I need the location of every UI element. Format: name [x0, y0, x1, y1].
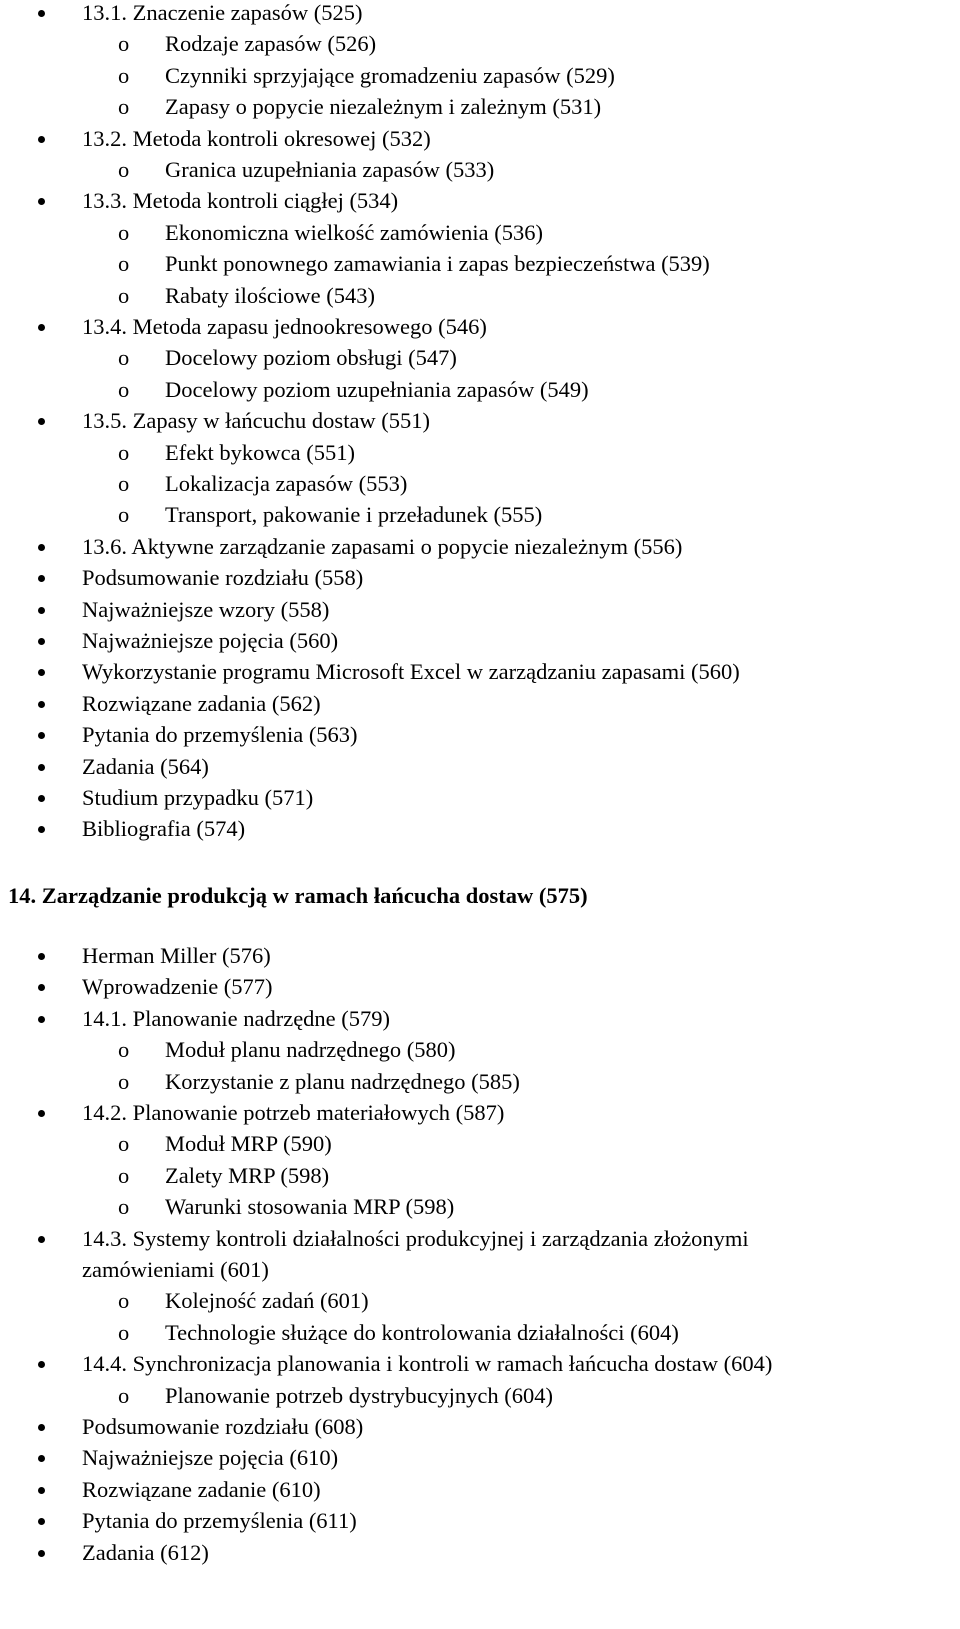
sub-item-label: Warunki stosowania MRP (598) — [165, 1194, 455, 1220]
item-label: 14.2. Planowanie potrzeb materiałowych (587) — [82, 1100, 505, 1125]
item-label: 13.1. Znaczenie zapasów (525) — [82, 0, 363, 25]
sub-item-label: Punkt ponownego zamawiania i zapas bezpieczeństwa (539) — [165, 251, 710, 277]
sub-item-label: Lokalizacja zapasów (553) — [165, 471, 408, 496]
bullet-dot-icon — [38, 953, 45, 960]
sub-list-item — [0, 437, 960, 469]
bullet-dot-icon — [38, 984, 45, 991]
item-label: 13.3. Metoda kontroli ciągłej (534) — [82, 188, 399, 214]
sub-list-item — [0, 1128, 960, 1160]
bullet-dot-icon — [38, 764, 45, 771]
list-item — [0, 1223, 960, 1255]
bullet-dot-icon — [38, 1455, 45, 1462]
list-item — [0, 562, 960, 594]
list-item — [0, 0, 960, 29]
circle-bullet-icon: o — [118, 157, 130, 182]
bullet-dot-icon — [38, 544, 45, 551]
sub-list-item — [0, 1380, 960, 1412]
item-label: Rozwiązane zadanie (610) — [82, 1476, 321, 1502]
bullet-dot-icon — [38, 638, 45, 645]
item-label: Zadania (612) — [82, 1539, 209, 1565]
sub-list-item — [0, 374, 960, 406]
item-label: Podsumowanie rozdziału (608) — [82, 1414, 364, 1439]
sub-list-item — [0, 1191, 960, 1223]
list-item — [0, 123, 960, 155]
item-label: 13.2. Metoda kontroli okresowej (532) — [82, 125, 431, 151]
sub-item-label: Moduł MRP (590) — [165, 1131, 332, 1157]
sub-item-label: Ekonomiczna wielkość zamówienia (536) — [165, 219, 543, 245]
sub-item-label: Docelowy poziom uzupełniania zapasów (549) — [165, 376, 589, 402]
item-label: Rozwiązane zadania (562) — [82, 690, 321, 716]
sub-list-item — [0, 217, 960, 249]
sub-list-item — [0, 468, 960, 500]
item-label-continuation: zamówieniami (601) — [82, 1257, 269, 1282]
circle-bullet-icon: o — [118, 439, 130, 465]
sub-item-label: Transport, pakowanie i przeładunek (555) — [165, 502, 543, 528]
bullet-dot-icon — [38, 701, 45, 708]
bullet-dot-icon — [38, 418, 45, 425]
sub-item-label: Granica uzupełniania zapasów (533) — [165, 157, 495, 182]
list-item — [0, 719, 960, 751]
bullet-dot-icon — [38, 1110, 45, 1117]
bullet-dot-icon — [38, 10, 45, 17]
sub-list-item — [0, 248, 960, 280]
bullet-dot-icon — [38, 1550, 45, 1557]
list-item — [0, 531, 960, 563]
chapter-heading: 14. Zarządzanie produkcją w ramach łańcucha dostaw (575) — [8, 883, 588, 908]
bullet-dot-icon — [38, 198, 45, 205]
bullet-dot-icon — [38, 795, 45, 802]
list-item — [0, 1003, 960, 1035]
list-item — [0, 940, 960, 972]
item-label: Bibliografia (574) — [82, 816, 246, 842]
sub-item-label: Kolejność zadań (601) — [165, 1288, 369, 1314]
circle-bullet-icon: o — [118, 62, 130, 88]
list-item — [0, 971, 960, 1003]
circle-bullet-icon: o — [118, 1382, 130, 1408]
list-item — [0, 1348, 960, 1380]
circle-bullet-icon: o — [118, 1037, 130, 1063]
item-label: Studium przypadku (571) — [82, 785, 314, 810]
sub-item-label: Zalety MRP (598) — [165, 1162, 330, 1188]
sub-list-item — [0, 60, 960, 92]
item-label: 14.3. Systemy kontroli działalności produkcyjnej i zarządzania złożonymi — [82, 1225, 749, 1251]
sub-list-item — [0, 91, 960, 123]
circle-bullet-icon: o — [118, 1068, 130, 1094]
item-label: 13.4. Metoda zapasu jednookresowego (546) — [82, 314, 487, 339]
bullet-dot-icon — [38, 669, 45, 676]
bullet-dot-icon — [38, 826, 45, 833]
bullet-dot-icon — [38, 1424, 45, 1431]
item-label: Herman Miller (576) — [82, 943, 271, 968]
bullet-dot-icon — [38, 1518, 45, 1525]
sub-item-label: Rodzaje zapasów (526) — [165, 31, 377, 57]
item-label: Pytania do przemyślenia (611) — [82, 1508, 357, 1534]
item-label: Podsumowanie rozdziału (558) — [82, 565, 364, 591]
list-item — [0, 1474, 960, 1506]
circle-bullet-icon: o — [118, 251, 130, 277]
list-item — [0, 1537, 960, 1569]
sub-list-item — [0, 154, 960, 186]
sub-item-label: Rabaty ilościowe (543) — [165, 282, 375, 308]
list-item — [0, 311, 960, 343]
item-label: 14.1. Planowanie nadrzędne (579) — [82, 1005, 391, 1031]
circle-bullet-icon: o — [118, 31, 130, 57]
list-item — [0, 625, 960, 657]
bullet-dot-icon — [38, 1236, 45, 1243]
sub-item-label: Korzystanie z planu nadrzędnego (585) — [165, 1068, 520, 1094]
sub-item-label: Efekt bykowca (551) — [165, 439, 355, 465]
list-item — [0, 1505, 960, 1537]
item-label: Najważniejsze wzory (558) — [82, 596, 330, 622]
sub-item-label: Czynniki sprzyjające gromadzeniu zapasów (529) — [165, 62, 615, 88]
sub-item-label: Technologie służące do kontrolowania działalności (604) — [165, 1319, 679, 1345]
sub-item-label: Moduł planu nadrzędnego (580) — [165, 1037, 456, 1063]
sub-item-label: Zapasy o popycie niezależnym i zależnym (531) — [165, 94, 602, 120]
sub-list-item — [0, 1285, 960, 1317]
sub-list-item — [0, 499, 960, 531]
bullet-dot-icon — [38, 136, 45, 143]
circle-bullet-icon: o — [118, 345, 130, 371]
circle-bullet-icon: o — [118, 282, 130, 308]
bullet-dot-icon — [38, 732, 45, 739]
circle-bullet-icon: o — [118, 1131, 130, 1157]
sub-item-label: Docelowy poziom obsługi (547) — [165, 345, 457, 371]
circle-bullet-icon: o — [118, 1162, 130, 1188]
bullet-dot-icon — [38, 607, 45, 614]
list-item — [0, 1442, 960, 1474]
sub-list-item — [0, 1160, 960, 1192]
sub-list-item — [0, 342, 960, 374]
item-label: Najważniejsze pojęcia (560) — [82, 628, 339, 653]
bullet-dot-icon — [38, 1016, 45, 1023]
sub-list-item — [0, 1034, 960, 1066]
circle-bullet-icon: o — [118, 1194, 130, 1220]
item-label: 13.5. Zapasy w łańcuchu dostaw (551) — [82, 408, 431, 434]
circle-bullet-icon: o — [118, 94, 130, 120]
circle-bullet-icon: o — [118, 471, 130, 496]
bullet-dot-icon — [38, 575, 45, 582]
circle-bullet-icon: o — [118, 219, 130, 245]
sub-list-item — [0, 280, 960, 312]
sub-item-label: Planowanie potrzeb dystrybucyjnych (604) — [165, 1382, 554, 1408]
list-item — [0, 1097, 960, 1129]
list-item — [0, 405, 960, 437]
item-label: Wykorzystanie programu Microsoft Excel w zarządzaniu zapasami (560) — [82, 659, 740, 685]
item-label: Zadania (564) — [82, 753, 209, 779]
bullet-dot-icon — [38, 324, 45, 331]
sub-list-item — [0, 28, 960, 60]
item-label: 14.4. Synchronizacja planowania i kontroli w ramach łańcucha dostaw (604) — [82, 1351, 773, 1377]
list-item — [0, 185, 960, 217]
circle-bullet-icon: o — [118, 502, 130, 528]
list-item — [0, 594, 960, 626]
item-label: 13.6. Aktywne zarządzanie zapasami o popycie niezależnym (556) — [82, 533, 683, 559]
item-label: Wprowadzenie (577) — [82, 974, 273, 1000]
circle-bullet-icon: o — [118, 1288, 130, 1314]
bullet-dot-icon — [38, 1487, 45, 1494]
list-item — [0, 1411, 960, 1443]
list-item — [0, 656, 960, 688]
list-item — [0, 782, 960, 814]
item-label: Pytania do przemyślenia (563) — [82, 722, 358, 748]
bullet-dot-icon — [38, 1361, 45, 1368]
sub-list-item — [0, 1317, 960, 1349]
item-label: Najważniejsze pojęcia (610) — [82, 1445, 339, 1471]
list-item — [0, 751, 960, 783]
circle-bullet-icon: o — [118, 1319, 130, 1345]
sub-list-item — [0, 1066, 960, 1098]
circle-bullet-icon: o — [118, 376, 130, 402]
list-item — [0, 813, 960, 845]
list-item — [0, 688, 960, 720]
